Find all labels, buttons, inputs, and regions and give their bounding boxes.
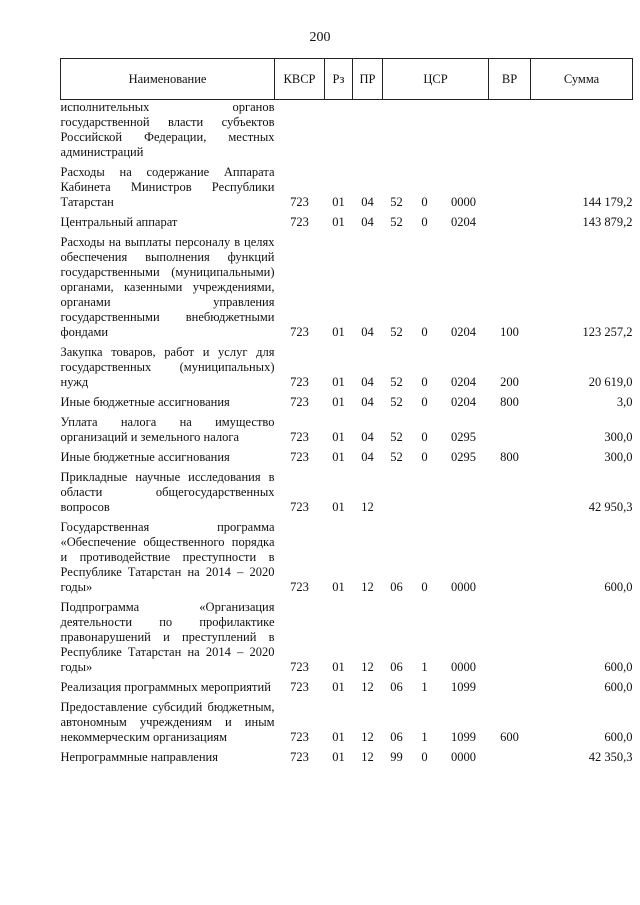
table-row xyxy=(61,230,633,340)
row-name: Центральный аппарат xyxy=(60,215,178,229)
table-row xyxy=(61,160,633,210)
row-kvsr: 723 xyxy=(290,450,309,464)
row-rz: 01 xyxy=(332,660,345,674)
row-kvsr: 723 xyxy=(290,750,309,764)
row-rz xyxy=(325,100,353,161)
row-pr: 04 xyxy=(361,395,374,409)
row-csr-subprogram xyxy=(411,465,439,515)
row-name: Расходы на выплаты персоналу в целях обеспечения выполнения функций государственными (муниципальными) органами, казенными учреждениями, органами управления государственными внебюджетными фондами xyxy=(60,235,275,339)
row-sum: 143 879,2 xyxy=(582,215,633,229)
row-csr-program: 52 xyxy=(390,395,403,409)
row-csr-direction: 0000 xyxy=(451,195,476,209)
row-vr xyxy=(489,675,531,695)
row-kvsr: 723 xyxy=(290,500,309,514)
row-csr-program: 52 xyxy=(390,430,403,444)
row-name: Непрограммные направления xyxy=(60,750,218,764)
table-row xyxy=(61,745,633,765)
row-vr xyxy=(489,595,531,675)
header-pr: ПР xyxy=(353,59,383,100)
header-rz: Рз xyxy=(325,59,353,100)
row-csr-program: 06 xyxy=(390,680,403,694)
row-kvsr: 723 xyxy=(290,195,309,209)
row-sum xyxy=(531,100,633,161)
row-csr-program xyxy=(383,100,411,161)
row-sum: 300,0 xyxy=(604,450,633,464)
row-sum: 42 950,3 xyxy=(588,500,633,514)
row-sum: 600,0 xyxy=(604,730,633,744)
row-name: Предоставление субсидий бюджетным, автономным учреждениям и иным некоммерческим организациям xyxy=(60,700,275,744)
row-csr-program: 52 xyxy=(390,375,403,389)
row-pr: 12 xyxy=(361,660,374,674)
row-csr-program: 52 xyxy=(390,325,403,339)
header-name: Наименование xyxy=(61,59,275,100)
row-kvsr: 723 xyxy=(290,680,309,694)
row-csr-subprogram: 0 xyxy=(421,325,428,339)
row-vr xyxy=(489,410,531,445)
row-sum: 144 179,2 xyxy=(582,195,633,209)
row-csr-program: 52 xyxy=(390,195,403,209)
row-csr-direction: 0204 xyxy=(451,395,476,409)
row-vr xyxy=(489,465,531,515)
row-kvsr: 723 xyxy=(290,430,309,444)
row-csr-subprogram: 1 xyxy=(421,730,428,744)
row-vr: 100 xyxy=(500,325,519,339)
row-csr-direction: 0000 xyxy=(451,660,476,674)
row-kvsr: 723 xyxy=(290,375,309,389)
row-csr-program: 06 xyxy=(390,660,403,674)
row-rz: 01 xyxy=(332,750,345,764)
row-csr-subprogram: 0 xyxy=(421,195,428,209)
header-csr: ЦСР xyxy=(383,59,489,100)
row-csr-subprogram: 0 xyxy=(421,430,428,444)
row-sum: 123 257,2 xyxy=(582,325,633,339)
row-pr xyxy=(353,100,383,161)
row-rz: 01 xyxy=(332,680,345,694)
row-csr-subprogram: 0 xyxy=(421,215,428,229)
table-row xyxy=(61,390,633,410)
header-kvsr: КВСР xyxy=(275,59,325,100)
row-sum: 42 350,3 xyxy=(588,750,633,764)
row-csr-program: 99 xyxy=(390,750,403,764)
row-csr-direction: 1099 xyxy=(451,680,476,694)
row-vr xyxy=(489,210,531,230)
table-row xyxy=(61,340,633,390)
row-vr xyxy=(489,160,531,210)
row-csr-program: 52 xyxy=(390,450,403,464)
table-row xyxy=(61,675,633,695)
row-vr xyxy=(489,515,531,595)
table-row xyxy=(61,210,633,230)
row-csr-direction: 0000 xyxy=(451,750,476,764)
row-csr-subprogram: 0 xyxy=(421,450,428,464)
table-row xyxy=(61,445,633,465)
table-row xyxy=(61,100,633,161)
row-kvsr: 723 xyxy=(290,660,309,674)
table-row xyxy=(61,410,633,445)
table-row xyxy=(61,695,633,745)
row-name: Иные бюджетные ассигнования xyxy=(60,395,230,409)
row-name: исполнительных органов государственной власти субъектов Российской Федерации, местных администраций xyxy=(60,100,275,159)
row-csr-direction: 0204 xyxy=(451,215,476,229)
row-vr xyxy=(489,745,531,765)
row-kvsr: 723 xyxy=(290,215,309,229)
row-csr-subprogram: 1 xyxy=(421,680,428,694)
row-kvsr: 723 xyxy=(290,395,309,409)
row-name: Государственная программа «Обеспечение общественного порядка и противодействие преступности в Республике Татарстан на 2014 – 2020 годы» xyxy=(60,520,275,594)
row-name: Иные бюджетные ассигнования xyxy=(60,450,230,464)
row-name: Уплата налога на имущество организаций и земельного налога xyxy=(60,415,275,444)
row-pr: 04 xyxy=(361,215,374,229)
row-csr-subprogram: 0 xyxy=(421,395,428,409)
row-csr-direction: 0204 xyxy=(451,325,476,339)
row-rz: 01 xyxy=(332,450,345,464)
row-pr: 12 xyxy=(361,750,374,764)
row-pr: 12 xyxy=(361,500,374,514)
row-csr-subprogram: 1 xyxy=(421,660,428,674)
table-row xyxy=(61,595,633,675)
row-sum: 20 619,0 xyxy=(588,375,633,389)
row-name: Закупка товаров, работ и услуг для государственных (муниципальных) нужд xyxy=(60,345,275,389)
table-body xyxy=(61,100,633,766)
row-vr xyxy=(489,100,531,161)
row-pr: 04 xyxy=(361,375,374,389)
row-csr-direction: 0000 xyxy=(451,580,476,594)
row-csr-subprogram: 0 xyxy=(421,580,428,594)
row-sum: 600,0 xyxy=(604,580,633,594)
row-csr-direction xyxy=(439,465,489,515)
row-name: Реализация программных мероприятий xyxy=(60,680,271,694)
row-name: Подпрограмма «Организация деятельности по профилактике правонарушений и преступлений в Республике Татарстан на 2014 – 2020 годы» xyxy=(60,600,275,674)
row-csr-program: 06 xyxy=(390,580,403,594)
row-vr: 800 xyxy=(500,395,519,409)
table-row xyxy=(61,465,633,515)
row-pr: 04 xyxy=(361,450,374,464)
row-rz: 01 xyxy=(332,730,345,744)
table-header-row xyxy=(61,59,633,100)
row-csr-program: 06 xyxy=(390,730,403,744)
row-name: Расходы на содержание Аппарата Кабинета Министров Республики Татарстан xyxy=(60,165,275,209)
row-pr: 04 xyxy=(361,430,374,444)
row-pr: 04 xyxy=(361,195,374,209)
row-vr: 200 xyxy=(500,375,519,389)
row-pr: 12 xyxy=(361,730,374,744)
row-rz: 01 xyxy=(332,215,345,229)
row-vr: 600 xyxy=(500,730,519,744)
row-name: Прикладные научные исследования в области общегосударственных вопросов xyxy=(60,470,275,514)
row-sum: 600,0 xyxy=(604,680,633,694)
table-row xyxy=(61,515,633,595)
row-csr-program xyxy=(383,465,411,515)
row-pr: 04 xyxy=(361,325,374,339)
header-vr: ВР xyxy=(489,59,531,100)
row-rz: 01 xyxy=(332,325,345,339)
budget-table xyxy=(60,58,633,765)
row-csr-direction: 0204 xyxy=(451,375,476,389)
row-rz: 01 xyxy=(332,375,345,389)
page-number: 200 xyxy=(309,30,331,45)
row-sum: 600,0 xyxy=(604,660,633,674)
row-pr: 12 xyxy=(361,580,374,594)
row-csr-direction: 0295 xyxy=(451,430,476,444)
row-csr-subprogram: 0 xyxy=(421,375,428,389)
row-csr-subprogram: 0 xyxy=(421,750,428,764)
row-rz: 01 xyxy=(332,430,345,444)
row-sum: 300,0 xyxy=(604,430,633,444)
row-kvsr: 723 xyxy=(290,730,309,744)
row-csr-program: 52 xyxy=(390,215,403,229)
row-csr-subprogram xyxy=(411,100,439,161)
row-pr: 12 xyxy=(361,680,374,694)
row-rz: 01 xyxy=(332,395,345,409)
row-kvsr xyxy=(275,100,325,161)
row-vr: 800 xyxy=(500,450,519,464)
row-csr-direction: 0295 xyxy=(451,450,476,464)
row-kvsr: 723 xyxy=(290,325,309,339)
row-rz: 01 xyxy=(332,500,345,514)
row-rz: 01 xyxy=(332,195,345,209)
row-kvsr: 723 xyxy=(290,580,309,594)
row-csr-direction xyxy=(439,100,489,161)
header-sum: Сумма xyxy=(531,59,633,100)
row-csr-direction: 1099 xyxy=(451,730,476,744)
row-rz: 01 xyxy=(332,580,345,594)
row-sum: 3,0 xyxy=(616,395,633,409)
